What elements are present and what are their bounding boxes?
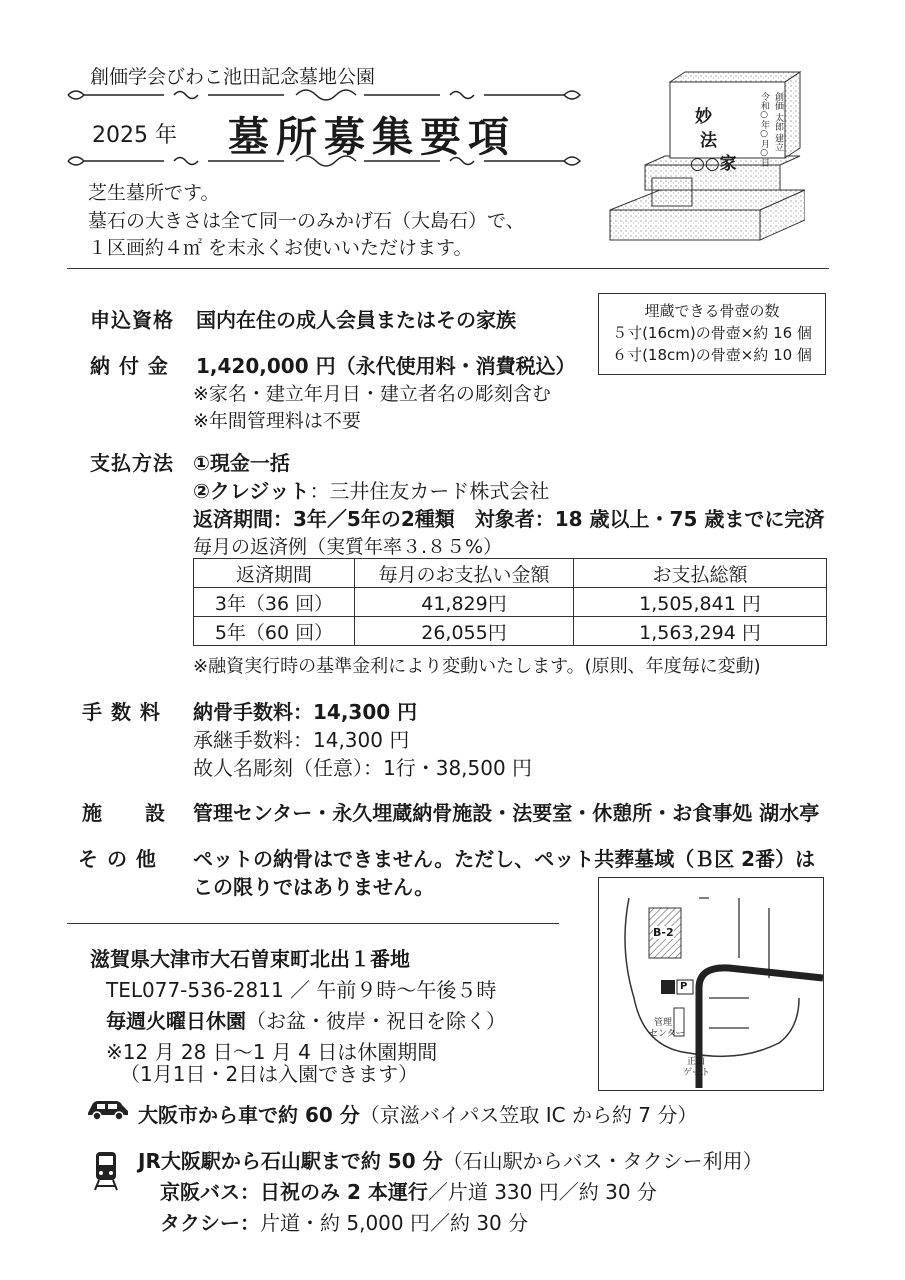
bus-fare: ／片道 330 円／約 30 分 <box>427 1180 657 1204</box>
urn-box-line-1: ５寸(16cm)の骨壺×約 16 個 <box>612 324 812 342</box>
closed-day: 毎週火曜日休園 <box>106 1009 246 1033</box>
access-train-time: JR大阪駅から石山駅まで約 50 分 <box>138 1149 443 1173</box>
method-option-2-provider: ：三井住友カード株式会社 <box>309 479 550 503</box>
bus-label: 京阪バス： <box>160 1180 260 1204</box>
organization-name: 創価学会びわこ池田記念墓地公園 <box>90 66 376 88</box>
gravestone-side-date: 令和○年○月○日 <box>759 92 769 167</box>
other-line-1: ペットの納骨はできません。ただし、ペット共葬墓域（Ｂ区 2番）は <box>193 847 816 871</box>
urn-box-title: 埋蔵できる骨壺の数 <box>644 302 780 320</box>
table-cell: 41,829円 <box>355 588 574 617</box>
table-row <box>194 588 827 617</box>
section-divider-bottom <box>67 923 559 924</box>
table-header-cell: お支払総額 <box>574 559 827 588</box>
map-gate-label-1: 正面 <box>687 1057 706 1067</box>
fees-line-3: 故人名彫刻（任意）：1行・38,500 円 <box>193 756 533 780</box>
table-cell: 3年（36 回） <box>194 588 355 617</box>
map-center-label-2: センター <box>649 1029 685 1039</box>
facilities-label: 施 設 <box>82 801 166 825</box>
payment-note-2: ※年間管理料は不要 <box>193 410 361 432</box>
page-title: 墓所募集要項 <box>228 113 516 161</box>
method-footnote: ※融資実行時の基準金利により変動いたします。(原則、年度毎に変動) <box>193 656 761 677</box>
map-area-label: B-2 <box>653 926 674 939</box>
urn-box-line-2: ６寸(18cm)の骨壺×約 10 個 <box>612 346 812 364</box>
car-icon <box>86 1097 130 1121</box>
table-cell: 1,563,294 円 <box>574 617 827 646</box>
train-icon <box>94 1150 118 1192</box>
contact-closed-days <box>106 1005 506 1034</box>
access-train <box>138 1145 763 1174</box>
access-taxi <box>160 1207 528 1236</box>
ornamental-divider-bottom <box>64 152 584 170</box>
table-header-cell: 毎月のお支払い金額 <box>355 559 574 588</box>
map-drawing <box>599 878 823 1090</box>
access-map <box>598 877 824 1091</box>
access-car-time: 大阪市から車で約 60 分 <box>138 1103 360 1127</box>
method-option-2 <box>193 475 549 504</box>
map-gate-label-2: ゲート <box>683 1068 711 1078</box>
contact-phone: TEL077-536-2811 ／ 午前９時～午後５時 <box>106 978 497 1002</box>
gravestone-char-1: 妙 <box>695 107 712 127</box>
access-car-detail: （京滋バイパス笠取 IC から約 7 分） <box>359 1103 698 1127</box>
urn-capacity-box <box>598 293 826 375</box>
method-label: 支払方法 <box>90 451 174 475</box>
intro-line-1: 芝生墓所です。 <box>88 182 220 204</box>
payment-label: 納 付 金 <box>90 354 169 378</box>
facilities-value: 管理センター・永久埋蔵納骨施設・法要室・休憩所・お食事処 湖水亭 <box>193 801 820 825</box>
access-car <box>138 1099 697 1128</box>
method-example-title: 毎月の返済例（実質年率３.８５%） <box>193 536 503 558</box>
method-option-1: ①現金一括 <box>193 451 290 475</box>
contact-holiday-2: （1月1日・2日は入園できます） <box>120 1062 419 1086</box>
taxi-fare: 片道・約 5,000 円／約 30 分 <box>260 1211 529 1235</box>
table-cell: 26,055円 <box>355 617 574 646</box>
other-label: そ の 他 <box>78 847 157 871</box>
gravestone-side-founder: 創価 太郎 建立 <box>773 92 783 152</box>
section-divider-top <box>67 268 829 269</box>
eligibility-label: 申込資格 <box>90 308 174 332</box>
gravestone-char-2: 法 <box>700 131 717 151</box>
map-parking-label: P <box>680 981 688 992</box>
ornamental-divider-top <box>64 86 584 104</box>
intro-line-2: 墓石の大きさは全て同一のみかげ石（大島石）で、 <box>88 210 525 232</box>
table-row <box>194 617 827 646</box>
fees-line-2: 承継手数料：14,300 円 <box>193 728 410 752</box>
intro-line-3: １区画約４㎡ を末永くお使いいただけます。 <box>88 237 473 259</box>
closed-exceptions: （お盆・彼岸・祝日を除く） <box>246 1009 506 1033</box>
table-cell: 5年（60 回） <box>194 617 355 646</box>
method-terms: 返済期間：3年／5年の2種類 対象者：18 歳以上・75 歳までに完済 <box>193 507 825 531</box>
payment-note-1: ※家名・建立年月日・建立者名の彫刻含む <box>193 383 551 405</box>
bus-schedule: 日祝のみ 2 本運行 <box>260 1180 428 1204</box>
repayment-table <box>193 558 827 646</box>
payment-value: 1,420,000 円（永代使用料・消費税込） <box>196 354 576 378</box>
table-cell: 1,505,841 円 <box>574 588 827 617</box>
taxi-label: タクシー： <box>160 1211 260 1235</box>
recruitment-year: 2025 年 <box>92 123 177 148</box>
other-line-2: この限りではありません。 <box>193 875 435 899</box>
contact-address: 滋賀県大津市大石曽束町北出１番地 <box>90 947 410 971</box>
map-center-label-1: 管理 <box>654 1018 673 1028</box>
fees-label: 手 数 料 <box>82 700 161 724</box>
table-header-row <box>194 559 827 588</box>
gravestone-family-label: ○○家 <box>690 154 737 174</box>
method-option-2-name: ②クレジット <box>193 479 310 503</box>
contact-holiday-1: ※12 月 28 日～1 月 4 日は休園期間 <box>106 1040 438 1064</box>
access-bus <box>160 1176 657 1205</box>
access-train-detail: （石山駅からバス・タクシー利用） <box>442 1149 763 1173</box>
eligibility-value: 国内在住の成人会員またはその家族 <box>196 308 516 332</box>
fees-line-1: 納骨手数料：14,300 円 <box>193 700 418 724</box>
table-header-cell: 返済期間 <box>194 559 355 588</box>
